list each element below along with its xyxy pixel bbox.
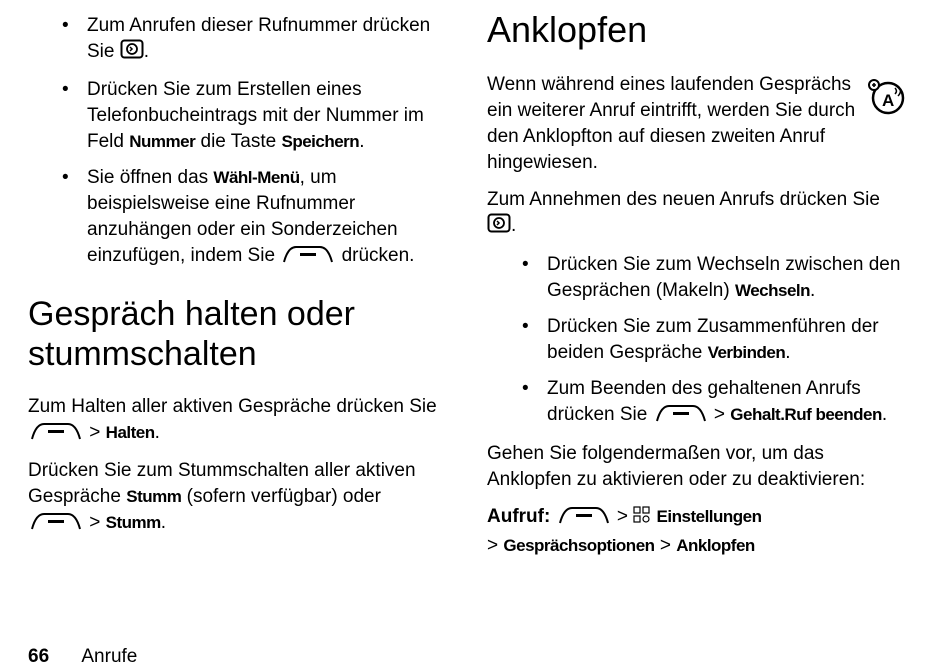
paragraph: Drücken Sie zum Stummschalten aller aktiven Gespräche Stumm (sofern verfügbar) oder > Stumm.: [28, 458, 448, 539]
send-key-icon: [120, 39, 144, 67]
section-name: Anrufe: [81, 646, 138, 667]
page-number: 66: [28, 646, 50, 667]
paragraph: Gehen Sie folgendermaßen vor, um das Anklopfen zu aktivieren oder zu deaktivieren:: [487, 443, 866, 490]
page-footer: [28, 646, 137, 668]
list-item: • Zum Beenden des gehaltenen Anrufs drücken Sie > Gehalt.Ruf beenden.: [547, 376, 907, 431]
right-bullet-list: [522, 252, 907, 431]
paragraph: Zum Halten aller aktiven Gespräche drücken Sie > Halten.: [28, 394, 448, 449]
list-item: • Zum Anrufen dieser Rufnummer drücken Sie .: [87, 13, 448, 67]
list-item: • Sie öffnen das Wähl-Menü, um beispielsweise eine Rufnummer anzuhängen oder ein Sonderzeichen einzufügen, indem Sie drücken.: [87, 165, 448, 272]
network-feature-icon: [867, 76, 907, 121]
send-key-icon: [487, 213, 511, 241]
list-item: • Drücken Sie zum Zusammenführen der beiden Gespräche Verbinden.: [522, 316, 879, 363]
menu-key-icon: [556, 505, 612, 533]
left-bullet-list: [62, 13, 448, 272]
menu-key-icon: [653, 403, 709, 431]
list-item: • Drücken Sie zum Wechseln zwischen den Gesprächen (Makeln) Wechseln.: [522, 254, 901, 301]
section-heading: Anklopfen: [487, 9, 648, 50]
intro-paragraph: Wenn während eines laufenden Gesprächs ein weiterer Anruf eintrifft, werden Sie durch den Anklopfton auf diesen zweiten Anruf hingewiesen.: [487, 74, 856, 173]
right-column: [487, 0, 907, 559]
menu-key-icon: [28, 511, 84, 539]
paragraph: Zum Annehmen des neuen Anrufs drücken Sie .: [487, 187, 907, 241]
list-item: • Drücken Sie zum Erstellen eines Telefonbucheintrags mit der Nummer im Feld Nummer die Taste Speichern.: [62, 79, 424, 152]
menu-key-icon: [280, 244, 336, 272]
menu-path: Aufruf: > Einstellungen > Gesprächsoptionen > Anklopfen: [487, 506, 762, 556]
settings-icon: [633, 506, 651, 532]
svg-text:A: A: [882, 91, 895, 110]
section-heading: Gespräch halten oder stummschalten: [28, 295, 355, 373]
left-column: [28, 0, 448, 539]
menu-key-icon: [28, 421, 84, 449]
